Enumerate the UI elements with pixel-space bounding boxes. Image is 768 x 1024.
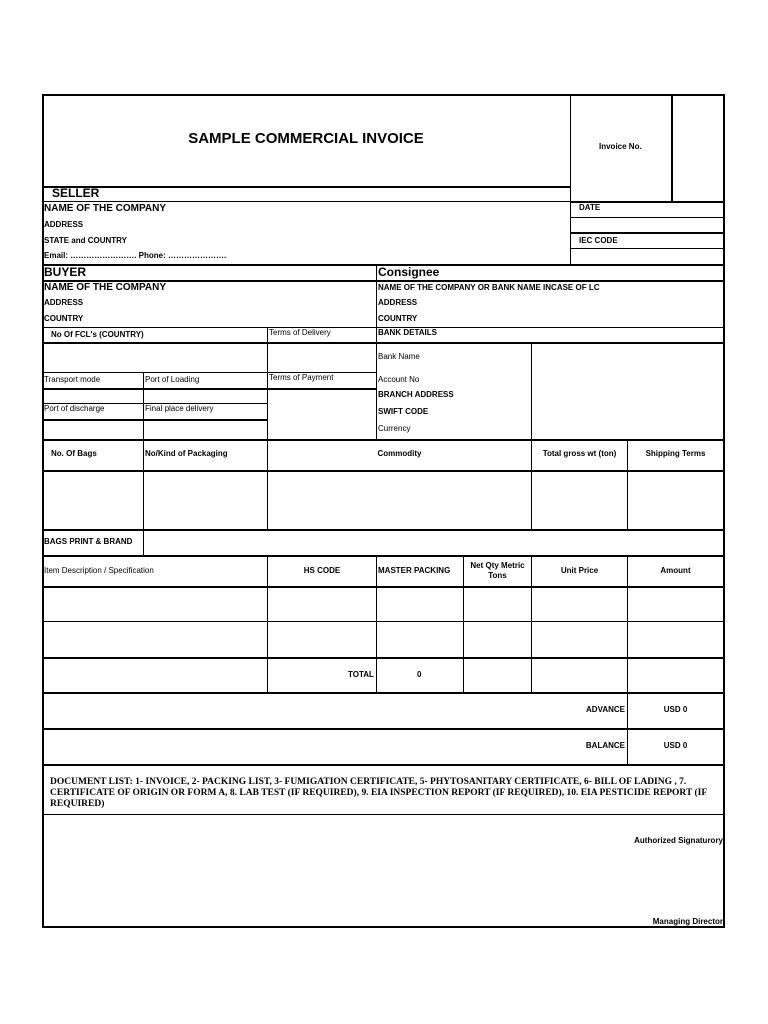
bank-details-heading: BANK DETAILS (378, 328, 437, 337)
hs-code-header: HS CODE (303, 566, 341, 575)
seller-company-name: NAME OF THE COMPANY (44, 203, 167, 214)
date-label: DATE (579, 203, 601, 212)
master-packing-header: MASTER PACKING (378, 566, 451, 575)
bags-count-header: No. Of Bags (51, 449, 97, 458)
currency-label: Currency (378, 424, 411, 433)
consignee-address: ADDRESS (378, 298, 418, 307)
bags-print-brand-label: BAGS PRINT & BRAND (44, 537, 133, 546)
invoice-title: SAMPLE COMMERCIAL INVOICE (188, 130, 424, 147)
buyer-country: COUNTRY (44, 314, 84, 323)
unit-price-header: Unit Price (560, 566, 599, 575)
advance-label: ADVANCE (586, 705, 625, 714)
consignee-country: COUNTRY (378, 314, 418, 323)
total-value: 0 (417, 670, 422, 679)
final-place-delivery-label: Final place delivery (145, 404, 214, 413)
seller-heading: SELLER (52, 186, 100, 200)
port-of-loading-label: Port of Loading (145, 375, 200, 384)
fcl-count-label: No Of FCL's (COUNTRY) (51, 330, 144, 339)
authorized-signatory-label: Authorized Signaturory (634, 836, 723, 845)
branch-address-label: BRANCH ADDRESS (378, 390, 454, 399)
port-of-discharge-label: Port of discharge (44, 404, 105, 413)
invoice-no-label: Invoice No. (599, 142, 642, 151)
account-no-label: Account No (378, 375, 420, 384)
buyer-heading: BUYER (44, 265, 87, 279)
amount-header: Amount (660, 566, 691, 575)
buyer-company-name: NAME OF THE COMPANY (44, 282, 167, 293)
seller-address: ADDRESS (44, 220, 84, 229)
seller-state-country: STATE and COUNTRY (44, 236, 127, 245)
consignee-heading: Consignee (378, 265, 440, 279)
item-description-header: Item Description / Specification (44, 566, 154, 575)
packaging-kind-header: No/Kind of Packaging (145, 449, 228, 458)
total-label: TOTAL (348, 670, 374, 679)
consignee-company-name: NAME OF THE COMPANY OR BANK NAME INCASE OF LC (378, 283, 600, 292)
buyer-address: ADDRESS (44, 298, 84, 307)
iec-code-label: IEC CODE (579, 236, 618, 245)
gross-weight-header: Total gross wt (ton) (542, 449, 617, 458)
commodity-header: Commodity (377, 449, 422, 458)
managing-director-label: Managing Director (652, 917, 723, 926)
bank-name-label: Bank Name (378, 352, 420, 361)
balance-value: USD 0 (663, 741, 688, 750)
balance-label: BALANCE (585, 741, 625, 750)
shipping-terms-header: Shipping Terms (645, 449, 706, 458)
transport-mode-label: Transport mode (44, 375, 101, 384)
document-list-text: DOCUMENT LIST: 1- INVOICE, 2- PACKING LIST, 3- FUMIGATION CERTIFICATE, 5- PHYTOSANITARY CERTIFICATE, 6- BILL OF LADING , 7. CERTIFICATE OF ORIGIN OR FORM A, 8. LAB TEST (IF REQUIRED), 9. EIA INSPECTION REPORT (IF REQUIRED), 10. EIA PESTICIDE REPORT (IF REQUIRED) (50, 777, 707, 809)
swift-code-label: SWIFT CODE (378, 407, 429, 416)
seller-contact: Email: ……………………. Phone: …………………. (44, 251, 227, 260)
advance-value: USD 0 (663, 705, 688, 714)
terms-of-delivery-label: Terms of Delivery (269, 328, 331, 337)
terms-of-payment-label: Terms of Payment (269, 373, 334, 382)
net-qty-header: Net Qty Metric Tons (470, 561, 525, 580)
